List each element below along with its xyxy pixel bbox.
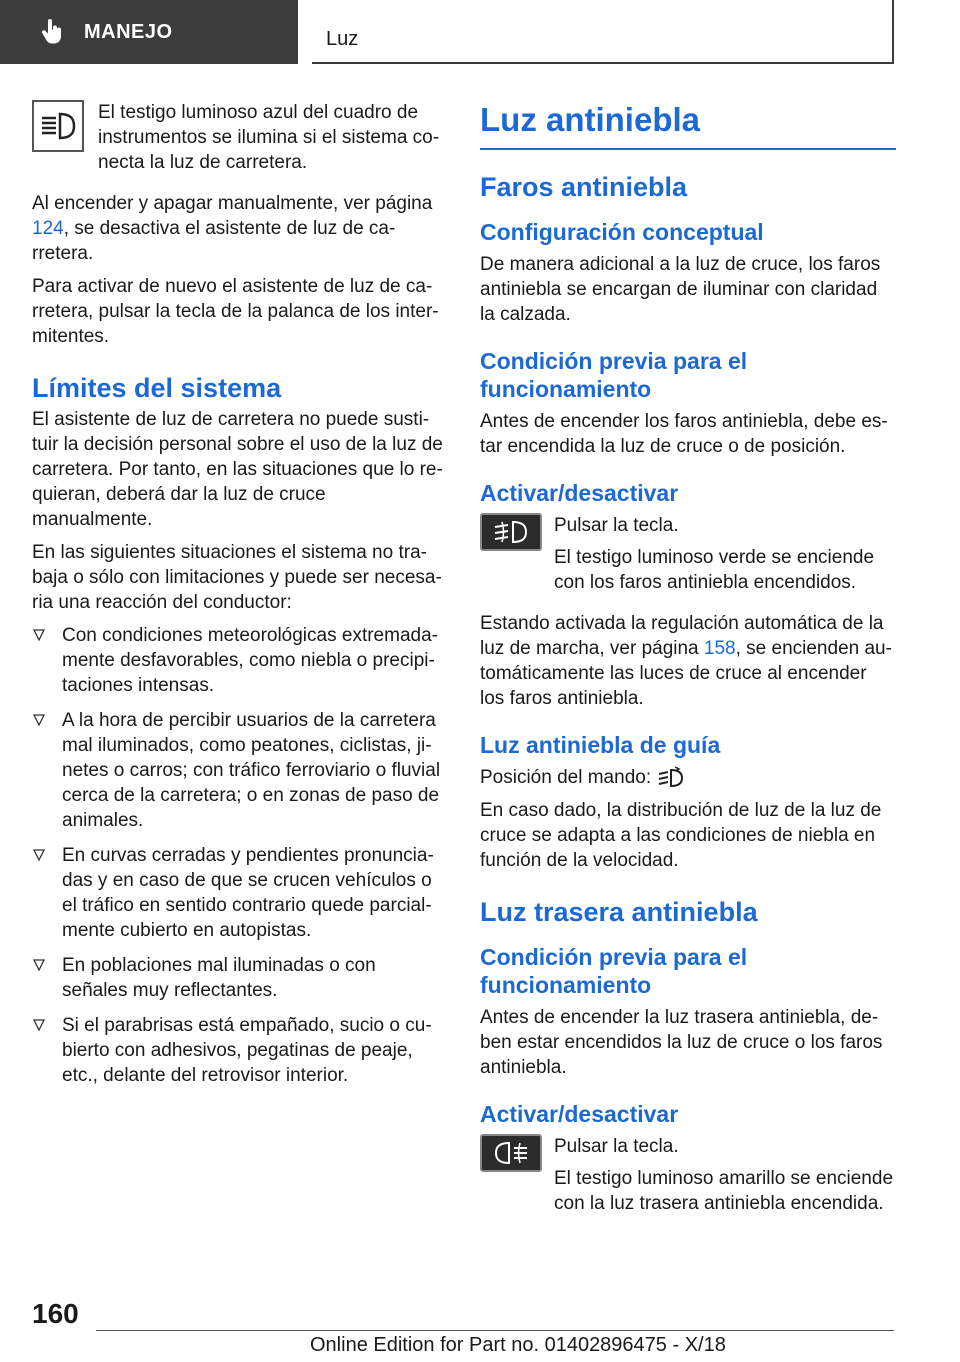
front-fog-light-icon	[491, 519, 531, 545]
list-item	[32, 623, 446, 698]
list-item-text: Si el parabrisas está empañado, sucio o cubierto con adhesivos, pegatinas de peaje, etc., delante del retrovisor interior.	[62, 1015, 432, 1086]
chapter-label: MANEJO	[84, 20, 173, 43]
edition-info: Online Edition for Part no. 01402896475 - X/18	[310, 1334, 726, 1356]
limits-heading: Límites del sistema	[32, 373, 282, 403]
footer-divider	[96, 1330, 894, 1331]
title-divider	[480, 148, 896, 150]
guide-position	[480, 765, 896, 790]
chapter-tab[interactable]	[0, 0, 298, 64]
page-link-158[interactable]: 158	[703, 638, 736, 659]
text-span: Estando activada la regulación automática de la luz de marcha, ver página	[480, 613, 884, 659]
text-span: , se encienden automáticamente las luces de cruce al encender los faros antiniebla.	[480, 638, 892, 709]
high-beam-indicator	[32, 100, 84, 152]
manual-switch-paragraph	[32, 191, 446, 266]
list-item	[32, 843, 446, 943]
limits-list	[32, 623, 446, 1088]
limits-paragraph-2: En las siguientes situaciones el sistema no trabaja o sólo con limitaciones y puede ser necesaria una reacción del conductor:	[32, 542, 442, 613]
rear-press-key-text: Pulsar la tecla.	[554, 1136, 679, 1157]
list-item-text: Con condiciones meteorológicas extremadamente desfavorables, como niebla o precipitaciones intensas.	[62, 625, 438, 696]
page-link-124[interactable]: 124	[32, 218, 64, 239]
rear-fog-key[interactable]	[480, 1134, 542, 1172]
press-key-text: Pulsar la tecla.	[554, 515, 679, 536]
high-beam-icon	[38, 109, 78, 143]
rear-precondition-heading: Condición previa para el funcionamiento	[480, 944, 748, 998]
guide-paragraph: En caso dado, la distribución de luz de la luz de cruce se adapta a las condiciones de niebla en función de la velocidad.	[480, 800, 882, 871]
high-beam-indicator-note	[32, 100, 446, 183]
list-item-text: En poblaciones mal iluminadas o con señales muy reflectantes.	[62, 955, 376, 1001]
triangle-bullet-icon	[33, 714, 45, 726]
list-item-text: A la hora de percibir usuarios de la carretera mal iluminados, como peatones, ciclistas, jinetes o carros; con tráfico ferroviario o fluvial cerca de la carretera; o en zonas de paso de animales.	[62, 710, 441, 831]
triangle-bullet-icon	[33, 849, 45, 861]
auto-light-paragraph	[480, 611, 896, 711]
rear-toggle-heading: Activar/desactivar	[480, 1101, 679, 1127]
list-item	[32, 1013, 446, 1088]
text-span: El testigo luminoso verde se enciende con los faros antiniebla encendidos.	[554, 547, 875, 593]
section-title: Luz	[326, 28, 359, 50]
page-number: 160	[32, 1298, 79, 1329]
triangle-bullet-icon	[33, 1019, 45, 1031]
precondition-heading: Condición previa para el funcionamiento	[480, 348, 748, 402]
fog-light-title: Luz antiniebla	[480, 101, 701, 138]
concept-paragraph: De manera adicional a la luz de cruce, los faros antiniebla se encargan de iluminar con claridad la calzada.	[480, 254, 881, 325]
rear-fog-heading: Luz trasera antiniebla	[480, 897, 758, 927]
text-span: Al encender y apagar manualmente, ver página	[32, 193, 433, 214]
rear-precondition-paragraph: Antes de encender la luz trasera antiniebla, deben estar encendidos la luz de cruce o los faros antiniebla.	[480, 1007, 883, 1078]
text-span: , se desactiva el asistente de luz de carretera.	[32, 218, 396, 264]
section-header	[312, 0, 894, 64]
list-item-text: En curvas cerradas y pendientes pronunciadas y en caso de que se crucen vehículos o el tráfico en sentido contrario quede parcialmente cubierto en autopistas.	[62, 845, 434, 941]
text-span: Posición del mando:	[480, 767, 652, 788]
fog-guide-icon	[657, 766, 685, 790]
hand-touch-icon	[38, 18, 66, 46]
rear-fog-light-icon	[491, 1140, 531, 1166]
reactivate-paragraph: Para activar de nuevo el asistente de luz de carretera, pulsar la tecla de la palanca de los intermitentes.	[32, 276, 439, 347]
front-fog-key[interactable]	[480, 513, 542, 551]
guide-heading: Luz antiniebla de guía	[480, 732, 721, 758]
right-column	[480, 100, 896, 1224]
triangle-bullet-icon	[33, 959, 45, 971]
front-indicator-text-1	[480, 545, 896, 595]
left-column	[32, 100, 446, 1098]
precondition-paragraph: Antes de encender los faros antiniebla, debe estar encendida la luz de cruce o de posición.	[480, 411, 888, 457]
toggle-heading: Activar/desactivar	[480, 480, 679, 506]
limits-paragraph-1: El asistente de luz de carretera no puede sustituir la decisión personal sobre el uso de la luz de carretera. Por tanto, en las situaciones que lo requieran, deberá dar la luz de cruce manualmente.	[32, 409, 443, 530]
rear-indicator-text: El testigo luminoso amarillo se enciende con la luz trasera antiniebla encendida.	[554, 1168, 894, 1214]
list-item	[32, 708, 446, 833]
front-fog-heading: Faros antiniebla	[480, 172, 688, 202]
concept-heading: Configuración conceptual	[480, 219, 764, 245]
triangle-bullet-icon	[33, 629, 45, 641]
list-item	[32, 953, 446, 1003]
indicator-text: El testigo luminoso azul del cuadro de instrumentos se ilumina si el sistema conecta la luz de carretera.	[98, 102, 440, 173]
